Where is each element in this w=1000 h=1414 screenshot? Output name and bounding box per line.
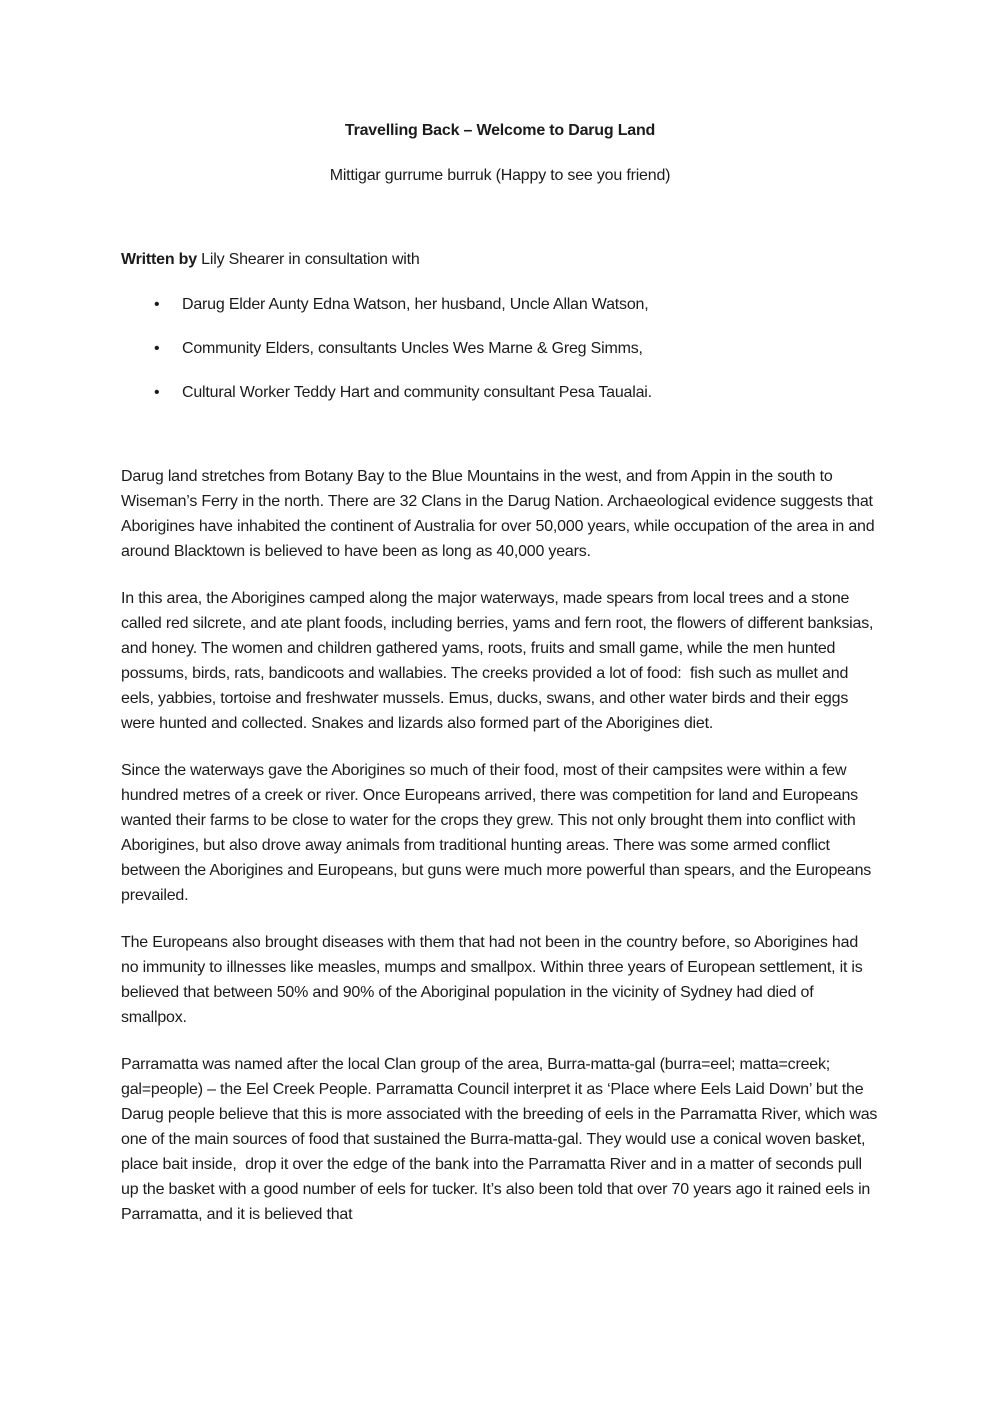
paragraph: The Europeans also brought diseases with them that had not been in the country before, so Aborigines had no immunity to illnesses like measles, mumps and smallpox. Within three years of European settlement, it is believed that between 50% and 90% of the Aboriginal population in the vicinity of Sydney had died of smallpox.	[121, 934, 867, 1026]
paragraph: In this area, the Aborigines camped along the major waterways, made spears from local trees and a stone called red silcrete, and ate plant foods, including berries, yams and fern root, the flowers of different banksias, and honey. The women and children gathered yams, roots, fruits and small game, while the men hunted possums, birds, rats, bandicoots and wallabies. The creeks provided a lot of food: fish such as mullet and eels, yabbies, tortoise and freshwater mussels. Emus, ducks, swans, and other water birds and their eggs were hunted and collected. Snakes and lizards also formed part of the Aborigines diet.	[121, 590, 878, 732]
document-subtitle: Mittigar gurrume burruk (Happy to see you friend)	[329, 167, 671, 184]
list-item: • Community Elders, consultants Uncles Wes Marne & Greg Simms,	[121, 336, 879, 361]
byline	[121, 247, 879, 272]
paragraph: Parramatta was named after the local Clan group of the area, Burra-matta-gal (burra=eel; matta=creek; gal=people) – the Eel Creek People. Parramatta Council interpret it as ‘Place where Eels Laid Down’ but the Darug people believe that this is more associated with the breeding of eels in the Parramatta River, which was one of the main sources of food that sustained the Burra-matta-gal. They would use a conical woven basket, place bait inside, drop it over the edge of the bank into the Parramatta River and in a matter of seconds pull up the basket with a good number of eels for tucker. It’s also been told that over 70 years ago it rained eels in Parramatta, and it is believed that	[121, 1056, 882, 1223]
byline-text: Lily Shearer in consultation with	[196, 251, 420, 268]
paragraph: Since the waterways gave the Aborigines so much of their food, most of their campsites were within a few hundred metres of a creek or river. Once Europeans arrived, there was competition for land and Europeans wanted their farms to be close to water for the crops they grew. This not only brought them into conflict with Aborigines, but also drove away animals from traditional hunting areas. There was some armed conflict between the Aborigines and Europeans, but guns were much more powerful than spears, and the Europeans prevailed.	[121, 762, 876, 904]
consultants-list	[121, 292, 879, 405]
document-title: Travelling Back – Welcome to Darug Land	[344, 122, 656, 139]
byline-label: Written by	[121, 251, 197, 268]
list-item: • Darug Elder Aunty Edna Watson, her husband, Uncle Allan Watson,	[121, 292, 879, 317]
paragraph: Darug land stretches from Botany Bay to the Blue Mountains in the west, and from Appin in the south to Wiseman’s Ferry in the north. There are 32 Clans in the Darug Nation. Archaeological evidence suggests that Aborigines have inhabited the continent of Australia for over 50,000 years, while occupation of the area in and around Blacktown is believed to have been as long as 40,000 years.	[121, 468, 879, 560]
body-text	[121, 464, 882, 1227]
list-item: • Cultural Worker Teddy Hart and community consultant Pesa Taualai.	[121, 380, 879, 405]
